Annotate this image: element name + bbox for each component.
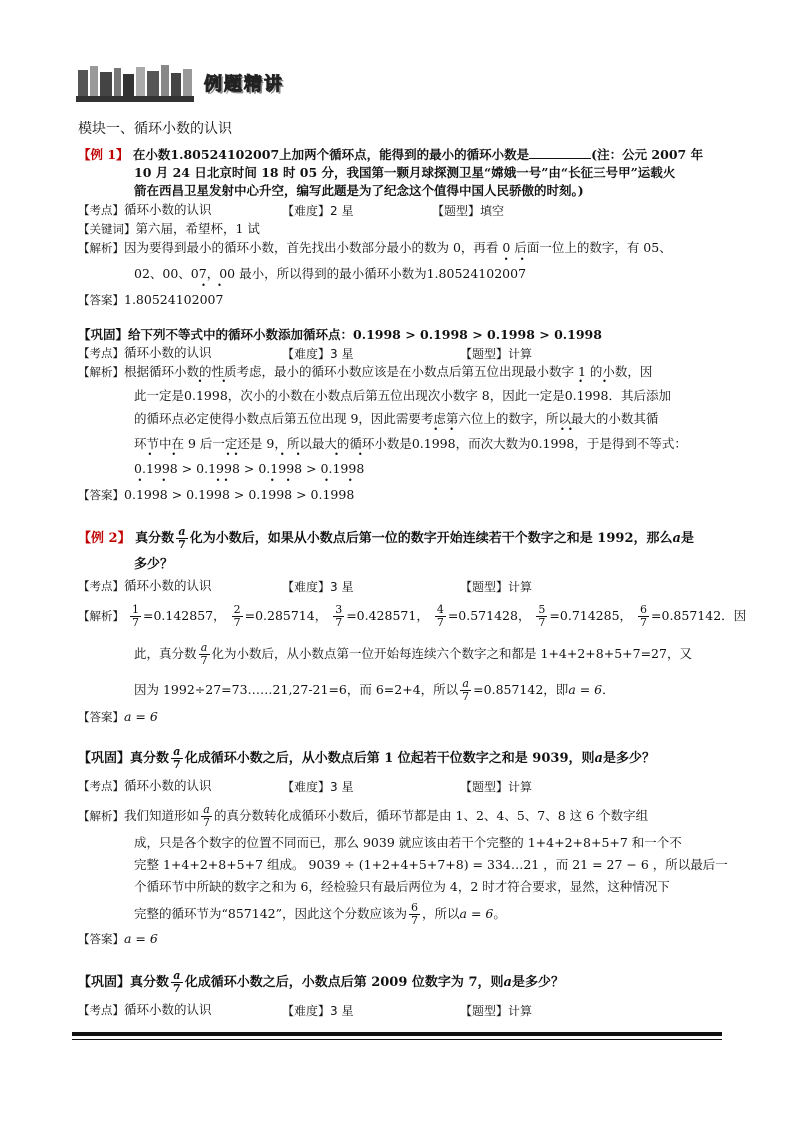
fraction-item: $\frac{6}{7}$ =0.857142 [640, 603, 722, 629]
con3-type: 【题型】计算 [460, 1004, 533, 1018]
ex2-analysis-line3: 因为 1992÷27=73……21,27-21=6，而 6=2+4，所以 $\frac{a}{7}$ =0.857142，即a = 6． [134, 677, 615, 703]
ex1-meta: 【考点】循环小数的认识 [78, 202, 212, 217]
ex1-difficulty: 【难度】2 星 [282, 204, 354, 218]
answer-blank [529, 146, 591, 159]
con1-analysis-line4: 环节中在 9 后一定还是 9，所以最大的循环小数是0.1• 99• 8，而次大数为0.19• 9• 8，于是得到不等式： [134, 435, 687, 453]
con1-answer: 【答案】0.• 199• 8 > 0.19• 9• 8 > 0.1• 99• 8 > 0.• 199• 8 [78, 486, 354, 504]
fraction-item: $\frac{4}{7}$ =0.571428， [436, 603, 535, 629]
con2-analysis-line4: 个循环节中所缺的数字之和为 6，经检验只有最后两位为 4，2 时才符合要求，显然，这种情况下 [134, 879, 670, 894]
ex1-tag: 【例 1】 [78, 147, 129, 162]
ex1-type: 【题型】填空 [432, 204, 505, 218]
ex2-analysis-line1: 【解析】 $\frac{1}{7}$ =0.142857， $\frac{2}{7}$ =0.285714， $\frac{3}{7}$ =0.428571， $\frac{4}{7}$ =0.571428， $\frac{5}{7}$ =0.714285， $\frac{6}{7}$ =0.857142．因 [78, 603, 747, 629]
ex2-answer: 【答案】a = 6 [78, 709, 158, 724]
con2-question: 【巩固】真分数 $\frac{a}{7}$ 化成循环小数之后，从小数点后第 1 位起若干位数字之和是 9039，则a是多少？ [78, 745, 655, 771]
ex2-analysis-line2: 此，真分数 $\frac{a}{7}$ 化为小数后，从小数点第一位开始每连续六个数字之和都是 1+4+2+8+5+7=27，又 [134, 641, 692, 667]
con1-meta: 【考点】循环小数的认识 [78, 345, 212, 360]
fraction-item: $\frac{3}{7}$ =0.428571， [335, 603, 433, 629]
ex2-fraction-list [128, 603, 722, 629]
con1-difficulty: 【难度】3 星 [282, 347, 354, 361]
con3-meta: 【考点】循环小数的认识 [78, 1002, 212, 1017]
ex2-difficulty: 【难度】3 星 [282, 580, 354, 594]
fraction-item: $\frac{5}{7}$ =0.714285， [538, 603, 637, 629]
con1-analysis-line1: 【解析】根据循环小数的性质考虑，最小的循环小数应该是在小数点后第五位出现最小数字 1 的小数，因 [78, 364, 653, 379]
con1-inequality: 0.• 199• 8 > 0.19• 9• 8 > 0.1• 99• 8 > 0.• 199• 8 [134, 460, 364, 478]
ex2-meta: 【考点】循环小数的认识 [78, 578, 212, 593]
con2-difficulty: 【难度】3 星 [282, 780, 354, 794]
ex1-question-line2: 10 月 24 日北京时间 18 时 05 分，我国第一颗月球探测卫星“嫦娥一号”由“长征三号甲”运载火 [134, 165, 676, 180]
ex1-analysis-line1: 【解析】因为要得到最小的循环小数，首先找出小数部分最小的数为 0，再看 0 后面一位上的数字，有 05、 [78, 240, 672, 255]
ex1-question-line3: 箭在西昌卫星发射中心升空，编写此题是为了纪念这个值得中国人民骄傲的时刻。) [134, 183, 584, 198]
banner-title: 例题精讲 [204, 74, 284, 95]
con1-analysis-line3: 的循环点必定使得小数点后第五位出现 9，因此需要考虑第六位上的数字，所以最大的小数其循 [134, 411, 659, 426]
con2-meta: 【考点】循环小数的认识 [78, 778, 212, 793]
module-title: 模块一、循环小数的认识 [78, 121, 232, 137]
con1-tag: 【巩固】 [78, 327, 129, 342]
con1-question: 【巩固】给下列不等式中的循环小数添加循环点：0.1998 > 0.1998 > 0.1998 > 0.1998 [78, 327, 602, 342]
fraction-item: $\frac{2}{7}$ =0.285714， [233, 603, 332, 629]
ex1-answer: 【答案】1.80524102• 00• 7 [78, 291, 223, 309]
ex2-type: 【题型】计算 [460, 580, 533, 594]
ex2-question-line2: 多少？ [134, 557, 174, 572]
con3-difficulty: 【难度】3 星 [282, 1004, 354, 1018]
ex2-question-line1: 【例 2】 真分数 $\frac{a}{7}$ 化为小数后，如果从小数点后第一位的数字开始连续若干个数字之和是 1992，那么a是 [78, 525, 694, 551]
footer-rule [72, 1032, 722, 1036]
ex1-analysis-line2: 02、00、07，00 最小，所以得到的最小循环小数为1.80524102• 00• 7 [134, 265, 526, 283]
con2-analysis-line3: 完整 1+4+2+8+5+7 组成。 9039 ÷ (1+2+4+5+7+8) = 334…21 ，而 21 = 27 − 6 ，所以最后一 [134, 857, 728, 872]
con2-analysis-line1: 【解析】我们知道形如 $\frac{a}{7}$ 的真分数转化成循环小数后，循环节都是由 1、2、4、5、7、8 这 6 个数字组 [78, 803, 649, 829]
con1-analysis-line2: 此一定是0.• 199• 8，次小的小数在小数点后第五位出现次小数字 8，因此一定是0.• 199• 8．其后添加 [134, 387, 671, 405]
con2-type: 【题型】计算 [460, 780, 533, 794]
ex1-keywords: 【关键词】第六届，希望杯，1 试 [78, 221, 260, 236]
footer-rule-thin [72, 1039, 722, 1040]
ex1-question-line1: 【例 1】 在小数1.80524102007上加两个循环点，能得到的最小的循环小数是 (注：公元 2007 年 [78, 147, 704, 162]
con1-type: 【题型】计算 [460, 347, 533, 361]
con2-analysis-line5: 完整的循环节为“857142”，因此这个分数应该为 $\frac{6}{7}$ ，所以a = 6。 [134, 901, 506, 927]
section-banner [76, 62, 306, 102]
books-icon [76, 62, 194, 102]
con3-question: 【巩固】真分数 $\frac{a}{7}$ 化成循环小数之后，小数点后第 2009 位数字为 7，则a是多少？ [78, 969, 564, 995]
con2-answer: 【答案】a = 6 [78, 931, 158, 946]
con2-analysis-line2: 成，只是各个数字的位置不同而已，那么 9039 就应该由若干个完整的 1+4+2+8+5+7 和一个不 [134, 835, 682, 850]
fraction-item: $\frac{1}{7}$ =0.142857， [131, 603, 230, 629]
